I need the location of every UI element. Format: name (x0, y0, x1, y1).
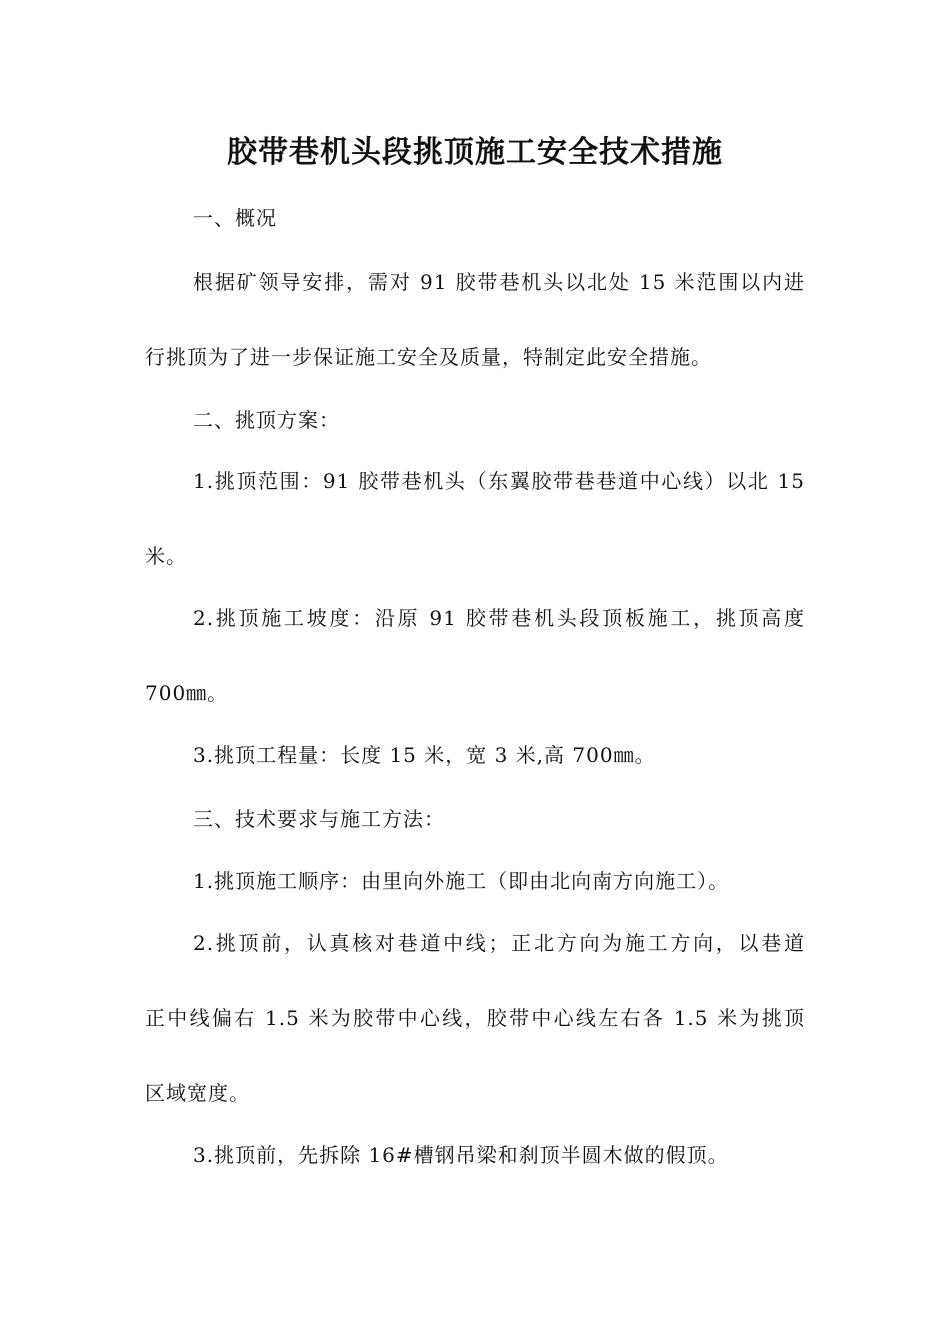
list-item-line: 3.挑顶前，先拆除 16#槽钢吊梁和刹顶半圆木做的假顶。 (193, 1143, 729, 1167)
section-heading-technical: 三、技术要求与施工方法： (193, 807, 445, 831)
list-item-line: 2.挑顶施工坡度：沿原 91 胶带巷机头段顶板施工，挑顶高度 (193, 606, 805, 630)
section-heading-plan: 二、挑顶方案： (193, 408, 340, 432)
paragraph-line: 行挑顶为了进一步保证施工安全及质量，特制定此安全措施。 (145, 345, 712, 369)
list-item-line: 区域宽度。 (145, 1081, 250, 1105)
list-item-line: 正中线偏右 1.5 米为胶带中心线，胶带中心线左右各 1.5 米为挑顶 (145, 1006, 805, 1030)
section-heading-overview: 一、概况 (193, 206, 277, 230)
list-item-line: 1.挑顶范围：91 胶带巷机头（东翼胶带巷巷道中心线）以北 15 (193, 469, 805, 493)
paragraph-line: 根据矿领导安排，需对 91 胶带巷机头以北处 15 米范围以内进 (193, 270, 805, 294)
list-item-line: 700㎜。 (145, 681, 229, 705)
document-title: 胶带巷机头段挑顶施工安全技术措施 (227, 135, 723, 170)
list-item-line: 1.挑顶施工顺序：由里向外施工（即由北向南方向施工）。 (193, 869, 730, 893)
list-item-line: 米。 (145, 544, 187, 568)
list-item-line: 2.挑顶前，认真核对巷道中线；正北方向为施工方向，以巷道 (193, 931, 805, 955)
list-item-line: 3.挑顶工程量：长度 15 米，宽 3 米,高 700㎜。 (193, 743, 656, 767)
